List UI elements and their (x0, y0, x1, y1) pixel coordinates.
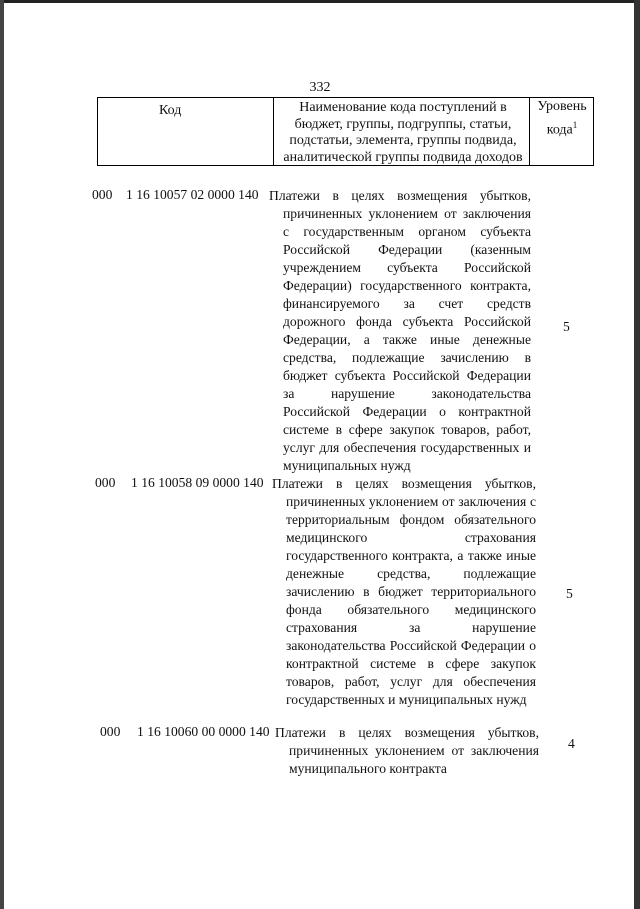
header-level-footnote: 1 (572, 120, 578, 130)
table-header (97, 97, 594, 166)
scan-edge-left (0, 0, 4, 909)
row-code: 1 16 10057 02 0000 140 (126, 187, 259, 202)
header-code: Код (159, 103, 182, 118)
header-level-label: Уровень кода (537, 99, 587, 138)
row-text: Платежи в целях возмещения убытков, причиненных уклонением от заключения с территориальным фондом обязательного медицинского страхования государственного контракта, а также иные денежные средства, подлежащие зачислению в бюджет территориального фонда обязательного медицинского страхования за нарушение законодательства Российской Федерации о контрактной системе в сфере закупок товаров, работ, услуг для обеспечения государственных и муниципальных нужд (272, 476, 536, 707)
row-text: Платежи в целях возмещения убытков, причиненных уклонением от заключения муниципального контракта (275, 725, 539, 776)
scan-edge-right (634, 0, 640, 909)
row-code: 1 16 10060 00 0000 140 (137, 724, 270, 739)
row-level: 5 (566, 586, 573, 601)
header-name: Наименование кода поступлений в бюджет, группы, подгруппы, статьи, подстатьи, элемента, группы подвида, аналитической группы подвида доходов (283, 100, 523, 165)
header-level (533, 98, 591, 140)
scan-edge-top (0, 0, 640, 3)
page-number: 332 (309, 80, 331, 95)
row-prefix: 000 (100, 724, 121, 739)
row-text: Платежи в целях возмещения убытков, причиненных уклонением от заключения с государственным органом субъекта Российской Федерации (казенным учреждением субъекта Российской Федерации) государственного контракта, финансируемого за счет средств дорожного фонда субъекта Российской Федерации, а также иные денежные средства, подлежащие зачислению в бюджет субъекта Российской Федерации за нарушение законодательства Российской Федерации о контрактной системе в сфере закупок товаров, работ, услуг для обеспечения государственных и муниципальных нужд (269, 188, 531, 473)
row-prefix: 000 (92, 187, 113, 202)
row-level: 5 (563, 319, 570, 334)
row-level: 4 (568, 736, 575, 751)
row-code: 1 16 10058 09 0000 140 (131, 475, 264, 490)
row-prefix: 000 (95, 475, 116, 490)
